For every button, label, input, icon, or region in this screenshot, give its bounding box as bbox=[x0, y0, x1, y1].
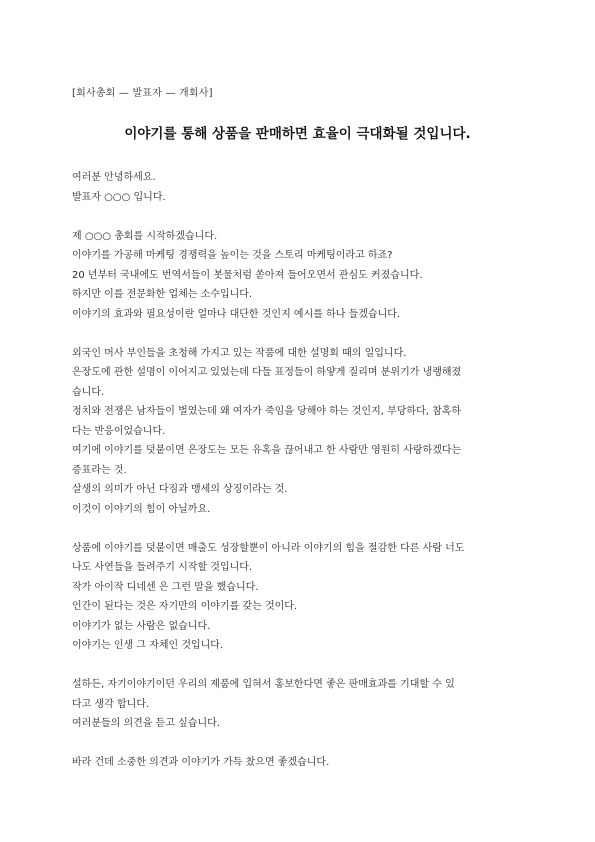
paragraph-line: 다는 반응이었습니다. bbox=[72, 425, 166, 437]
paragraph-line: 증표라는 것. bbox=[72, 464, 127, 476]
paragraph bbox=[72, 227, 530, 325]
paragraph-line: 이야기는 인생 그 자체인 것입니다. bbox=[72, 640, 224, 651]
paragraph-line: 발표자 ○○○ 입니다. bbox=[72, 191, 166, 203]
paragraph bbox=[72, 344, 530, 520]
paragraph bbox=[72, 753, 530, 773]
document-header-tag: [회사총회 — 발표자 — 개회사] bbox=[72, 88, 213, 99]
paragraph bbox=[72, 168, 530, 207]
paragraph-line: 여러분 안녕하세요. bbox=[72, 172, 156, 183]
paragraph-line: 상품에 이야기를 덧붙이면 매출도 성장할뿐이 아니라 이야기의 힘을 절감한 다른 사람 너도 bbox=[72, 542, 465, 554]
paragraph-line: 제 ○○○ 총회를 시작하겠습니다. bbox=[72, 230, 218, 242]
paragraph-line: 다고 생각 합니다. bbox=[72, 698, 150, 710]
paragraph-line: 살생의 의미가 아닌 다짐과 맹세의 상징이라는 것. bbox=[72, 484, 288, 495]
paragraph-line: 나도 사연들을 들려주기 시작할 것입니다. bbox=[72, 562, 253, 573]
paragraph-line: 인간이 된다는 것은 자기만의 이야기를 갖는 것이다. bbox=[72, 601, 298, 612]
paragraph-line: 여기에 이야기를 덧붙이면 은장도는 모든 유혹을 끊어내고 한 사람만 영원히 사랑하겠다는 bbox=[72, 445, 462, 456]
document-title: 이야기를 통해 상품을 판매하면 효율이 극대화될 것입니다. bbox=[124, 126, 471, 142]
paragraph-line: 설하든, 자기이야기이던 우리의 제품에 입혀서 홍보한다면 좋은 판매효과를 기대할 수 있 bbox=[72, 679, 455, 690]
paragraph-line: 여러분들의 의견을 듣고 싶습니다. bbox=[72, 718, 220, 729]
paragraph-line: 이야기를 가공해 마케팅 경쟁력을 높이는 것을 스토리 마케팅이라고 하죠? bbox=[72, 250, 393, 261]
paragraph-line: 바라 건데 소중한 의견과 이야기가 가득 찼으면 좋겠습니다. bbox=[72, 757, 330, 768]
paragraph-line: 정치와 전쟁은 남자들이 벌였는데 왜 여자가 죽임을 당해야 하는 것인지, 부당하다, 참혹하 bbox=[72, 406, 462, 417]
document-body bbox=[72, 168, 530, 792]
paragraph-line: 20 년부터 국내에도 번역서들이 봇물처럼 쏟아져 들어오면서 관심도 커졌습니다. bbox=[72, 269, 423, 281]
paragraph-line: 은장도에 관한 설명이 이어지고 있었는데 다들 표정들이 하얗게 질리며 분위기가 냉랭해졌 bbox=[72, 367, 462, 378]
paragraph-line: 습니다. bbox=[72, 386, 105, 398]
paragraph-line: 작가 아이작 디네센 은 그런 말을 했습니다. bbox=[72, 581, 259, 593]
paragraph-line: 하지만 이를 전문화한 업체는 소수입니다. bbox=[72, 289, 253, 300]
paragraph-line: 외국인 머사 부인들을 초청해 가지고 있는 작품에 대한 설명회 때의 일입니다. bbox=[72, 347, 407, 359]
paragraph-line: 이야기가 없는 사람은 없습니다. bbox=[72, 620, 211, 632]
paragraph-line: 이것이 이야기의 힘이 아닐까요. bbox=[72, 503, 211, 515]
paragraph bbox=[72, 539, 530, 656]
paragraph-line: 이야기의 효과와 필요성이란 얼마나 대단한 것인지 예시를 하나 들겠습니다. bbox=[72, 308, 401, 320]
paragraph bbox=[72, 675, 530, 734]
